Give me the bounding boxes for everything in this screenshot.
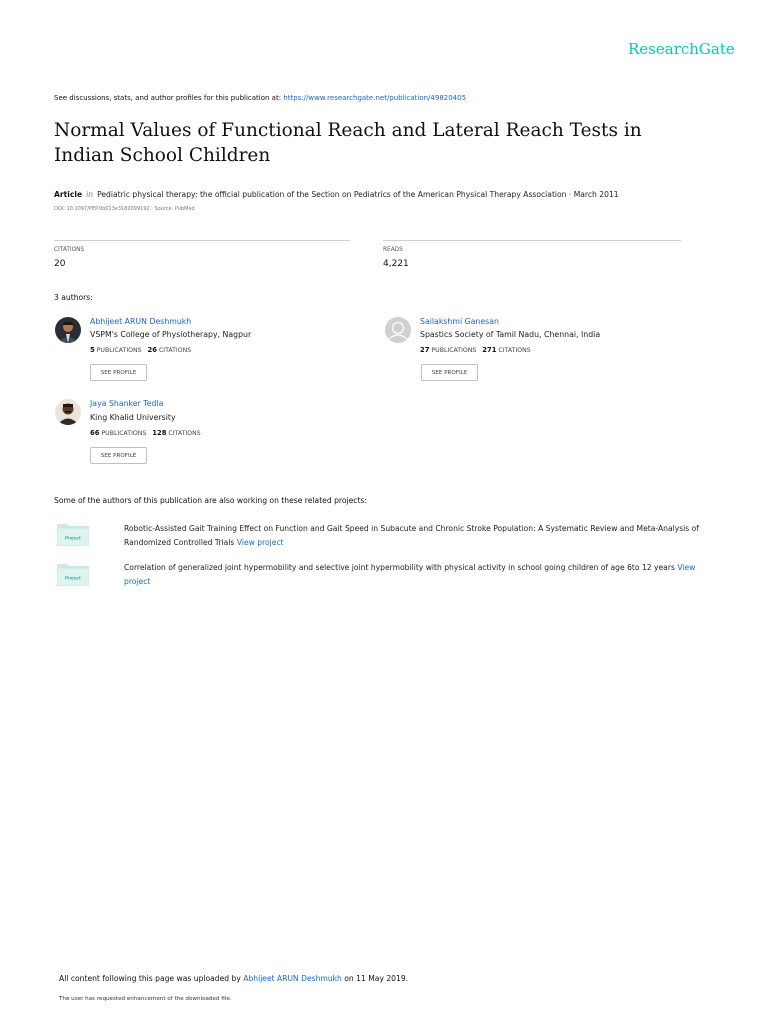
see-profile-button[interactable]: SEE PROFILE	[90, 447, 147, 464]
citations-value: 20	[54, 259, 66, 269]
see-profile-button[interactable]: SEE PROFILE	[421, 364, 478, 381]
related-projects-heading: Some of the authors of this publication are also working on these related projects:	[54, 496, 367, 505]
see-discussions-line	[54, 94, 466, 102]
upload-prefix: All content following this page was uploaded by	[59, 974, 244, 983]
enhancement-note: The user has requested enhancement of the downloaded file.	[59, 996, 232, 1002]
publications-label: PUBLICATIONS	[96, 347, 142, 354]
reads-value: 4,221	[383, 259, 409, 269]
citations-count: 271	[482, 346, 497, 354]
project-folder-label: Project	[65, 536, 81, 542]
author-avatar-photo-icon[interactable]	[55, 317, 81, 343]
reads-label: READS	[383, 247, 403, 253]
in-label: in	[86, 190, 94, 199]
citations-label: CITATIONS	[498, 347, 531, 354]
author-avatar-photo-icon[interactable]	[55, 399, 81, 425]
uploader-link[interactable]: Abhijeet ARUN Deshmukh	[243, 974, 342, 983]
publications-count: 66	[90, 429, 100, 437]
author-institution: VSPM's College of Physiotherapy, Nagpur	[90, 330, 252, 339]
author-name-link[interactable]: Sailakshmi Ganesan	[420, 317, 499, 326]
author-institution: King Khalid University	[90, 413, 176, 422]
view-project-link[interactable]: View project	[124, 563, 696, 586]
see-profile-button[interactable]: SEE PROFILE	[90, 364, 147, 381]
author-name-link[interactable]: Abhijeet ARUN Deshmukh	[90, 317, 192, 326]
project-folder-icon[interactable]	[57, 522, 89, 546]
citations-divider	[54, 240, 350, 241]
project-description: Robotic-Assisted Gait Training Effect on Function and Gait Speed in Subacute and Chronic Stroke Population: A Systematic Review and Meta-Analysis of Randomized Controlled Trials	[124, 524, 699, 547]
citations-label: CITATIONS	[54, 247, 85, 253]
publications-count: 27	[420, 346, 430, 354]
citations-label: CITATIONS	[158, 347, 192, 354]
view-project-link[interactable]: View project	[236, 538, 284, 547]
publication-title: Normal Values of Functional Reach and Lateral Reach Tests in Indian School Children	[54, 120, 642, 166]
publications-label: PUBLICATIONS	[101, 430, 147, 437]
upload-suffix: on 11 May 2019.	[341, 974, 409, 983]
project-description: Correlation of generalized joint hypermobility and selective joint hypermobility with physical activity in school going children of age 6to 12 years	[124, 563, 675, 572]
journal-name: Pediatric physical therapy: the official publication of the Section on Pediatrics of the American Physical Therapy Association · March 2011	[97, 190, 619, 199]
related-project-item	[124, 522, 700, 550]
author-institution: Spastics Society of Tamil Nadu, Chennai, India	[420, 330, 601, 339]
doi-line: DOI: 10.1097/PEP.0b013e3182099192 · Source: PubMed	[54, 206, 195, 212]
reads-divider	[383, 240, 681, 241]
publications-count: 5	[90, 346, 95, 354]
citations-count: 26	[147, 346, 157, 354]
citations-count: 128	[152, 429, 167, 437]
related-project-item	[124, 561, 700, 589]
project-folder-icon[interactable]	[57, 562, 89, 586]
authors-heading: 3 authors:	[54, 293, 93, 302]
author-stats	[420, 346, 531, 354]
author-stats	[90, 429, 201, 437]
author-name-link[interactable]: Jaya Shanker Tedla	[90, 399, 164, 408]
researchgate-logo[interactable]: ResearchGate	[628, 40, 735, 58]
project-folder-label: Project	[65, 576, 81, 582]
publication-url-link[interactable]: https://www.researchgate.net/publication/49820405	[283, 94, 467, 102]
article-type: Article	[54, 190, 83, 199]
author-stats	[90, 346, 191, 354]
upload-note	[59, 974, 408, 983]
default-user-icon[interactable]	[385, 317, 411, 343]
publications-label: PUBLICATIONS	[431, 347, 477, 354]
see-discussions-text: See discussions, stats, and author profiles for this publication at:	[54, 94, 284, 102]
citations-label: CITATIONS	[168, 430, 201, 437]
article-info	[54, 190, 619, 199]
